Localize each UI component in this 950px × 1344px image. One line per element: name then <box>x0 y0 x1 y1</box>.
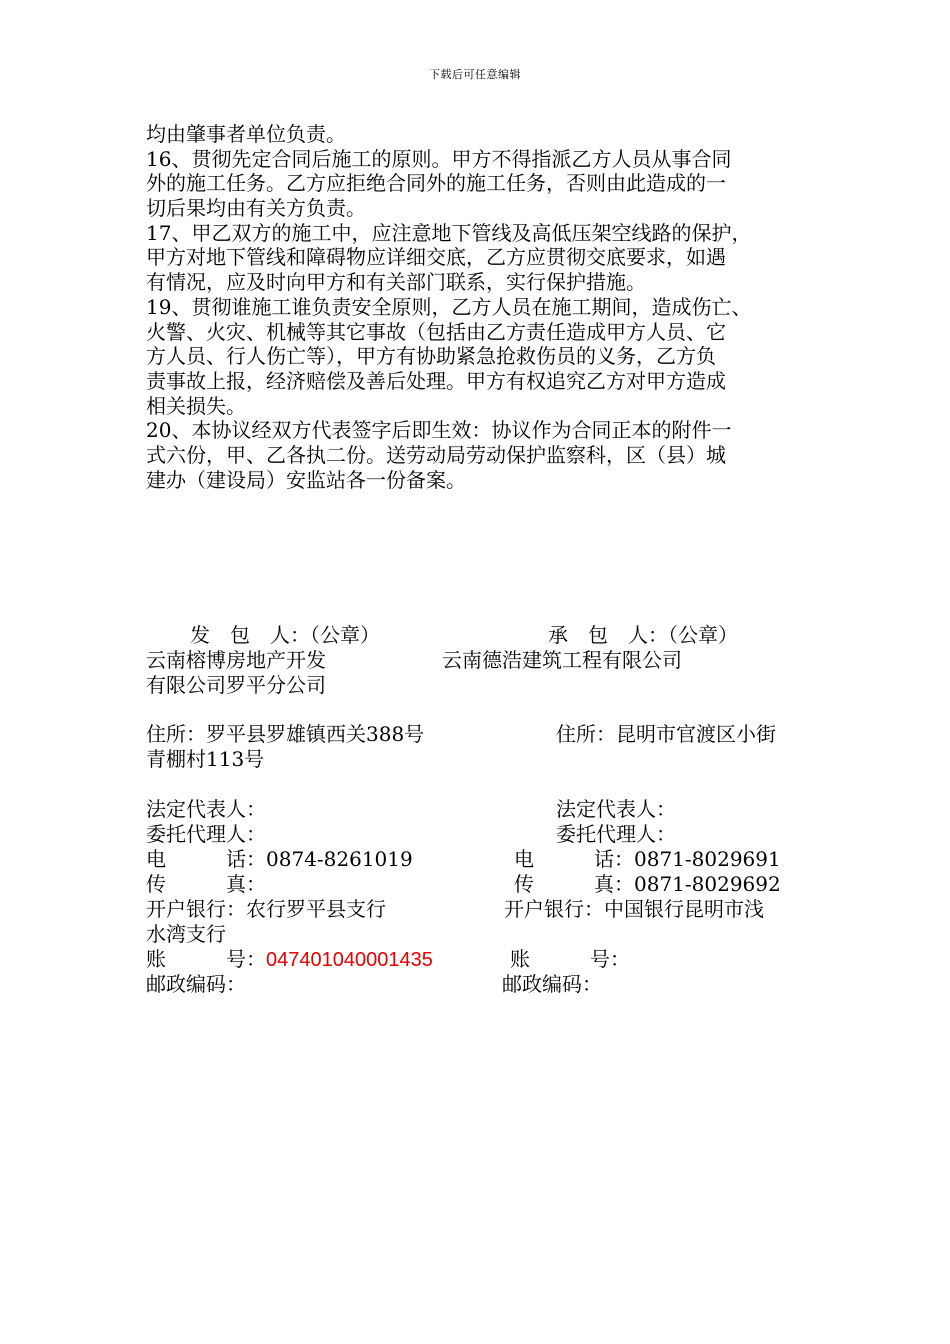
phone-value: 0871-8029691 <box>634 847 781 871</box>
page-header: 下载后可任意编辑 <box>429 68 521 81</box>
party-a-company-line1: 云南榕博房地产开发 <box>146 648 326 672</box>
bank-label: 开户银行： <box>504 897 604 921</box>
party-b-legal-rep: 法定代表人： <box>556 797 676 821</box>
party-b-phone <box>514 847 781 871</box>
phone-value: 0874-8261019 <box>266 847 413 871</box>
party-b-heading: 承 包 人：（公章） <box>548 623 738 647</box>
account-value: 047401040001435 <box>266 949 433 971</box>
clause-line: 均由肇事者单位负责。 <box>146 122 346 146</box>
clause-line: 20、本协议经双方代表签字后即生效：协议作为合同正本的附件一 <box>146 418 732 443</box>
bank-value: 中国银行昆明市浅 <box>604 897 764 921</box>
clause-line: 火警、火灾、机械等其它事故（包括由乙方责任造成甲方人员、它 <box>146 319 726 344</box>
party-a-company-line2: 有限公司罗平分公司 <box>146 673 326 697</box>
party-a-agent: 委托代理人： <box>146 822 266 846</box>
clause-line: 17、甲乙双方的施工中，应注意地下管线及高低压架空线路的保护， <box>146 220 752 245</box>
bank-label: 开户银行： <box>146 897 246 921</box>
party-a-phone <box>146 847 413 871</box>
party-a-address-line1: 住所：罗平县罗雄镇西关388号 <box>146 722 425 746</box>
party-b-company-line1: 云南德浩建筑工程有限公司 <box>442 648 682 672</box>
postcode-label: 邮政编码： <box>502 972 602 996</box>
party-a-bank <box>146 897 386 921</box>
clause-line: 方人员、行人伤亡等），甲方有协助紧急抢救伤员的义务，乙方负 <box>146 344 716 369</box>
clause-line: 有情况，应及时向甲方和有关部门联系，实行保护措施。 <box>146 270 646 295</box>
party-b-bank-line2: 水湾支行 <box>146 922 226 946</box>
clause-line: 外的施工任务。乙方应拒绝合同外的施工任务，否则由此造成的一 <box>146 171 726 196</box>
party-b-address-line1: 住所：昆明市官渡区小街 <box>556 722 776 746</box>
clause-line: 相关损失。 <box>146 393 246 418</box>
clause-line: 建办（建设局）安监站各一份备案。 <box>146 467 466 492</box>
fax-value: 0871-8029692 <box>634 872 781 896</box>
clause-line: 责事故上报，经济赔偿及善后处理。甲方有权追究乙方对甲方造成 <box>146 368 726 393</box>
bank-value: 农行罗平县支行 <box>246 897 386 921</box>
postcode-label: 邮政编码： <box>146 972 246 996</box>
party-b-bank <box>504 897 764 921</box>
party-a-account <box>146 947 433 972</box>
party-a-postcode <box>146 972 246 996</box>
contract-clauses <box>146 122 826 492</box>
clause-line: 切后果均由有关方负责。 <box>146 196 366 221</box>
party-b-address-line2: 青棚村113号 <box>146 747 265 771</box>
phone-label: 电 话： <box>514 847 634 871</box>
party-b-postcode <box>502 972 602 996</box>
phone-label: 电 话： <box>146 847 266 871</box>
fax-label: 传 真： <box>514 872 634 896</box>
clause-line: 甲方对地下管线和障碍物应详细交底，乙方应贯彻交底要求，如遇 <box>146 245 726 270</box>
party-b-fax <box>514 872 781 896</box>
account-label: 账 号： <box>146 947 266 971</box>
party-a-legal-rep: 法定代表人： <box>146 797 266 821</box>
party-b-account <box>510 947 630 971</box>
party-a-fax <box>146 872 266 896</box>
clause-line: 式六份，甲、乙各执二份。送劳动局劳动保护监察科，区（县）城 <box>146 442 726 467</box>
fax-label: 传 真： <box>146 872 266 896</box>
account-label: 账 号： <box>510 947 630 971</box>
clause-line: 16、贯彻先定合同后施工的原则。甲方不得指派乙方人员从事合同 <box>146 146 732 171</box>
clause-line: 19、贯彻谁施工谁负责安全原则，乙方人员在施工期间，造成伤亡、 <box>146 294 752 319</box>
party-b-agent: 委托代理人： <box>556 822 676 846</box>
party-a-heading: 发 包 人：（公章） <box>190 623 380 647</box>
